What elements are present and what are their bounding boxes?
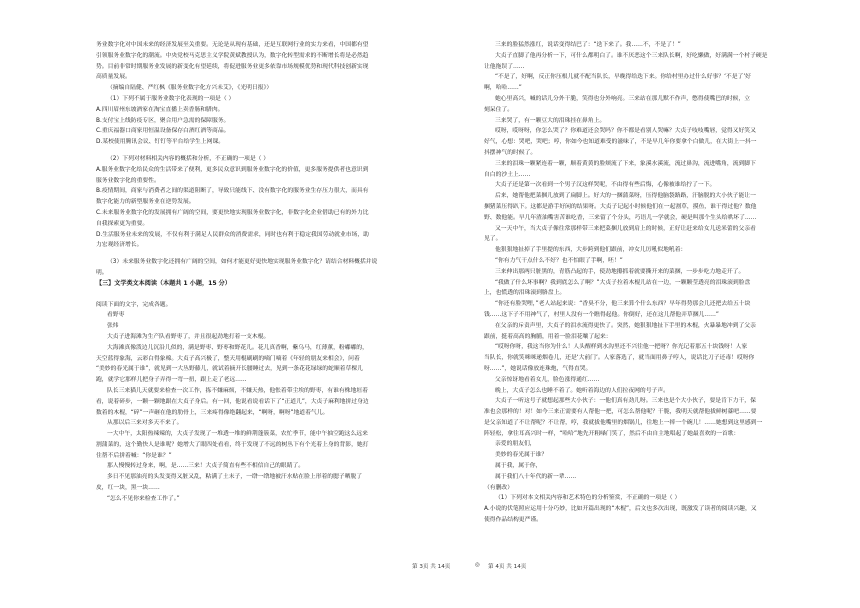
- text-line: 大贞子还是第一次看到一个男子汉这样哭呢，不由得有些后悔，心像被谁给拧了一下。: [495, 182, 716, 189]
- option-a: A.服务业数字化给民众的生活带来了便利，更多民众意识到服务业数字化的价值，更多服务提供者也意识到: [96, 166, 369, 173]
- option-a: A.小说的伏笔照应运用十分巧妙，比如开篇出现的“木棍”，后文也多次出现，既激发了读者的阅读兴趣，又: [484, 506, 757, 513]
- text-line: “哎呀你呀，我这当你为什么！人头醒样到水沟里还不兴往他一把呀？你光记着那五十块钱呀！人家: [495, 344, 748, 351]
- text-line: 务业数字化对中国未来的经济发展至关重要。无论是从现有基础，还是互联网行业的实力来看，中国都有望: [96, 42, 369, 48]
- text-line: 高质量发展。: [96, 74, 131, 81]
- story-author: 张炜: [107, 323, 119, 330]
- story-title: 看野枣: [107, 312, 125, 319]
- option-d: D.某校使用腾讯会议、钉钉等平台给学生上网课。: [96, 139, 225, 146]
- text-line: 后来，她帮他把菜捆儿放到了扁脚上。好大的一捆蒲菜呀，压得他脑袋路路，汗脑脱的大小伙子能让一: [495, 193, 756, 200]
- reading-instruction: 阅读下面的文字，完成各题。: [96, 301, 172, 308]
- option-a: A.四川眉州东坡酒家在淘宝直播上卖香肠和腊肉。: [96, 106, 224, 113]
- text-line: 父亲惊讶地看着女儿，脸色涨得通红……: [495, 376, 600, 383]
- text-line: 钱……这下子不用神气了，村里人没有一个瞧得起他。你倒好，还在这儿帮他弄草捆儿……”: [484, 311, 719, 318]
- text-line: 好气，心想：哭吧，哭吧；哼，你如今也知道难受的滋味了，不是早几年你要拿个白做儿，在大街上一抖一: [484, 139, 757, 146]
- text-line: 势。目前非常时期服务业发展的新变化有望延续，将促进服务业更多依靠市场规模优势和现代科技创新实现: [96, 63, 369, 70]
- text-line: 三来伸出那两只脏黑的，青筋凸起的手，使劲地攥抓着就要撕开来的菜捆，一步步吃力地走开了。: [495, 268, 745, 275]
- text-line: “你有力气干点什么不好？也不怕眼了手啊，呸！”: [495, 257, 623, 264]
- text-line: 割蒲菜的，这个勤快人是谁呢？她增大了眼四处看看，终于发现了不远的树丛下有个光着上身的背影，她打: [96, 441, 369, 448]
- option-a-cont: 使得作品结构更严谨。: [484, 517, 542, 524]
- text-line: “美妙的春光属于谁”，就见到一大丛野藤儿，就试着摘开长腰睡过去，见到一条花花绿绿的蛇顺着草棵儿: [96, 366, 363, 373]
- option-c: C.未来服务业数字化的发展拥有广阔的空间，要更快地实现服务业数字化，非数字化企业借助已有的外力比: [96, 209, 369, 216]
- text-line: “我做了什么坏事啊？我到底怎么了啊？”大贞子拉着木棍儿站在一边，一颗颗莹透亮的泪珠滚到脸盘: [495, 279, 751, 286]
- text-line: 又一天中午，当大贞子像往常那样带三来把菜捆儿放到肩上的时候，正好让赶来给女儿送米蕾的父亲看: [495, 225, 756, 232]
- text-line: 皮，红一块，黑一块……: [96, 485, 160, 492]
- text-line: 让他拖误了……: [484, 63, 525, 70]
- text-line: “不是了，好啊，反正你压根儿就不配当队长，早晚得给迭下来。你给村里办过什么好事？‘不是了’好: [495, 74, 751, 81]
- page-separator-mark: ◎: [475, 562, 480, 568]
- text-line: 阵轻松，拿往耳高兴时一样，“哈哈”地先开粗嗓门笑了，然后不由自主地唱起了她最喜欢的一首歌：: [484, 430, 740, 437]
- text-line: 引领服务业数字化的潮流。中央党校马克思主义学院黄斌教授认为，数字化转型需求的不断增长将是必然趋: [96, 52, 369, 59]
- option-d-cont: 力宏观经济增长。: [96, 242, 143, 249]
- text-line: 大贞子进海滩为生产队看野枣了，并且很起劲地打着一支木棍。: [107, 333, 270, 340]
- text-line: 呀……”，她说话像放连珠炮，气得直哭。: [484, 365, 592, 372]
- option-c-cont: 自我探索更为重要。: [96, 220, 149, 227]
- text-line: 看，说着碎步，一颗一颗地跟在大贞子身后。有一回，他说看说看话下了“正道儿”，大贞子麻利地拼过身边: [96, 398, 369, 405]
- text-line: 跟前，挺着高高的胸脯，用着一脸泪花嚷了起来：: [484, 333, 612, 340]
- text-line: 上，也慌透的泪珠滚到胳盘上。: [484, 290, 566, 297]
- text-line: 捆猪菜压得趴下。这都是游手好闲的结果呀。大贞子记起小时候他们在一起割草，摸鱼，谁干得过他？数他: [484, 203, 757, 210]
- option-b: B.支付宝上线防疫专区，聚合用户急需的保障服务。: [96, 117, 230, 124]
- text-line: 野、数他能。早几年渣油嘴害苦谁吃香，三来留了个分头，巧语儿一学就会，硬是叫那个生头给哄坏了……: [484, 214, 757, 221]
- text-line: 三来哭了，有一颗豆大的泪珠挂在鼻角上。: [495, 117, 606, 124]
- text-line: 她心里高兴，喊的话儿分外干脆，笑得也分外响亮。三来站在那儿默不作声，憋得使嘴巴的时候，立: [495, 95, 751, 102]
- section-heading: 【三】文学类文本阅读（本题共 1 小题，15 分）: [96, 279, 231, 287]
- text-line: 多日不见那油亮的头发变得又脏又乱，粘满了土末子，一绺一绺地被汗水贴在脸上形着的腮子晒脱了: [107, 474, 363, 481]
- question-3-stem: （3）未来服务业数字化还拥有广阔的空间，如何才能更好更快地实现服务业数字化？请结合材料概括并说: [107, 259, 378, 266]
- text-line: 从那以后三来对多天不来了。: [107, 420, 183, 427]
- option-d: D.生活服务业未来的发展，不仅有利于满足人民群众的消费需求，同时也有利于稳定我国劳动就业市场，助: [96, 231, 369, 238]
- text-line: 晚上，大贞子怎么也睡不着了。她听着海边的人们拉夜网的号子声。: [495, 387, 669, 394]
- text-line: 准也会那样的！对！如今三来正需要有人帮他一把，可怎么帮他呢？干脆，我明天就帮他拔鲜树薹吧……要: [484, 409, 757, 416]
- abridged-note: （有删改）: [484, 484, 513, 491]
- left-page-column: [96, 40, 438, 505]
- text-line: 抖摆神气的时候了。: [484, 149, 537, 156]
- text-line: 哎呀，哎呀呀，你怎么哭了？你难道还会哭吗？你不都是看别人哭嘛？大贞子吱吱嘴唇，觉得又好笑又: [495, 128, 756, 135]
- text-line: 啊，哈哈……”: [484, 85, 522, 92]
- text-line: “你还有脸哭哩，”老人站起来说：“香臭不分，他三来算个什么东西？早年得势那会儿还把去给五十块: [495, 301, 751, 308]
- text-line: 三来的脸猛然涨红，说话变得结巴了：“迭下来了。我……不，不是了！”: [495, 42, 681, 48]
- text-line: 数着的木棍，“碎”一声砸在他的肋骨上，三来疼得像绝翻起来，“啊呀，啊呀”地道着气儿。: [96, 409, 329, 416]
- text-line: 当队长，你就笑咪咪递烟卷儿，还是‘大前门’。人家落选了，就当面用鼻子哼人，说话比刀子还毒！哎呀你: [484, 355, 755, 362]
- text-line: 见了。: [484, 236, 502, 243]
- question-1-stem: （1）下列对本文相关内容和艺术特色的分析鉴赏，不正确的一项是（ ）: [495, 495, 681, 502]
- text-line: 那人慢慢转过身来，啊，是……三来！大贞子简直有些不相信自己的眼睛了。: [107, 463, 305, 470]
- text-line: 一大中午，太阳热辣辣的，大贞子发现了一堆透一堆的鲜荆蓬簇菜，农忙季节，能中午抽空跑这么远来: [107, 431, 368, 438]
- song-lyric: 属于我，属于你，: [495, 463, 542, 470]
- text-line: 队长三来猫儿天就要来检查一次工作，拣不嫌麻烦，不嫌天热，他怅着带尘埃的野枣，有谁有株地垣着: [107, 387, 368, 394]
- question-2-stem: （2）下列对材料相关内容的概括和分析，不正确的一项是（ ）: [107, 155, 270, 162]
- text-line: 住帮不后拼着喊：“你是谁？”: [96, 452, 172, 459]
- option-c: C.重庆福器口商家用恒温设备保存白酒红酒等商品。: [96, 128, 230, 135]
- song-lyric: 美妙的春光属于谁？: [495, 452, 548, 459]
- song-lyric: 属于我们八十年代的新一辈……: [495, 473, 577, 480]
- question-3-cont: 明。: [96, 269, 108, 276]
- question-1-stem: （1）下列不属于服务业数字化表现的一项是（ ）: [107, 95, 235, 102]
- right-page-column: [484, 40, 826, 526]
- text-line: 在父亲的斥责声里，大贞子的泪水流得更快了。突然，她狠狠地扯下手里的木棍，火暴暴地冲到了父亲: [495, 322, 756, 329]
- text-line: 天空蓝得象海，云彩白得象棉。大贞子高兴极了，整天用棍刷刷的嘀门嘀着《年轻的朋友来相会》，问着: [96, 355, 360, 362]
- text-line: 三来的泪珠一颗紧连着一颗，顺着黄黄的脸颊流了下来，象溪水溪流，流过鼻沟，流进嘴角，流到脚下: [495, 160, 756, 167]
- text-line: “怎么不见你来检查工作了。”: [107, 495, 180, 502]
- text-line: 大贞子一听这号子就想起那些大小伙子：一他们真有劲儿呀。三来也是个大小伙子，要是肯下力干，保: [495, 398, 756, 405]
- text-line: 大海滩真像泼边儿沉沿儿似的，满是野枣、野枣和野花儿。花儿真香啊，紫乌马，红薄薰，粉嘟嘟的，: [107, 344, 368, 351]
- option-a-cont: 服务业数字化的重要性。: [96, 177, 160, 184]
- option-b: B.疫情期间，商家与消费者之间的渠道阻断了，导致只能线下、没有数字化的服务业生存压力很大，而具有: [96, 188, 369, 195]
- source-citation: （摘编自陆健、严红枫《服务业数字化方兴未艾》，《光明日报》）: [107, 85, 273, 92]
- song-lyric: 亲爱的朋友们，: [495, 441, 536, 448]
- text-line: 是父亲知道了不让帮呢？不让帮，哼，我就拔他嘴里的烟锅儿，往地上一摔一个碗儿！……她想到这里感到一: [484, 419, 763, 426]
- text-line: 跑，就学它那样儿把身子弄得一弯一扭，跟上走了老远……: [96, 377, 247, 384]
- text-line: 刻呆住了。: [484, 106, 513, 113]
- option-b-cont: 数字化能力的新型服务业在逆势发展。: [96, 199, 195, 206]
- text-line: 大贞子直脚了他再分析一下，可什么都明白了。谁不厌恶这个三来队长啊，好吃懒做，好满满一个村子硬是: [495, 52, 768, 59]
- text-line: 他狠狠地扯掉了手里提的东西，大步跨到他们跟前，冲女儿厉吼似地吼着：: [495, 247, 687, 254]
- text-line: 自白的沙土上……: [484, 171, 531, 178]
- page-number-right: 第 4页 共 14页: [488, 564, 527, 570]
- page-number-left: 第 3页 共 14页: [412, 564, 451, 570]
